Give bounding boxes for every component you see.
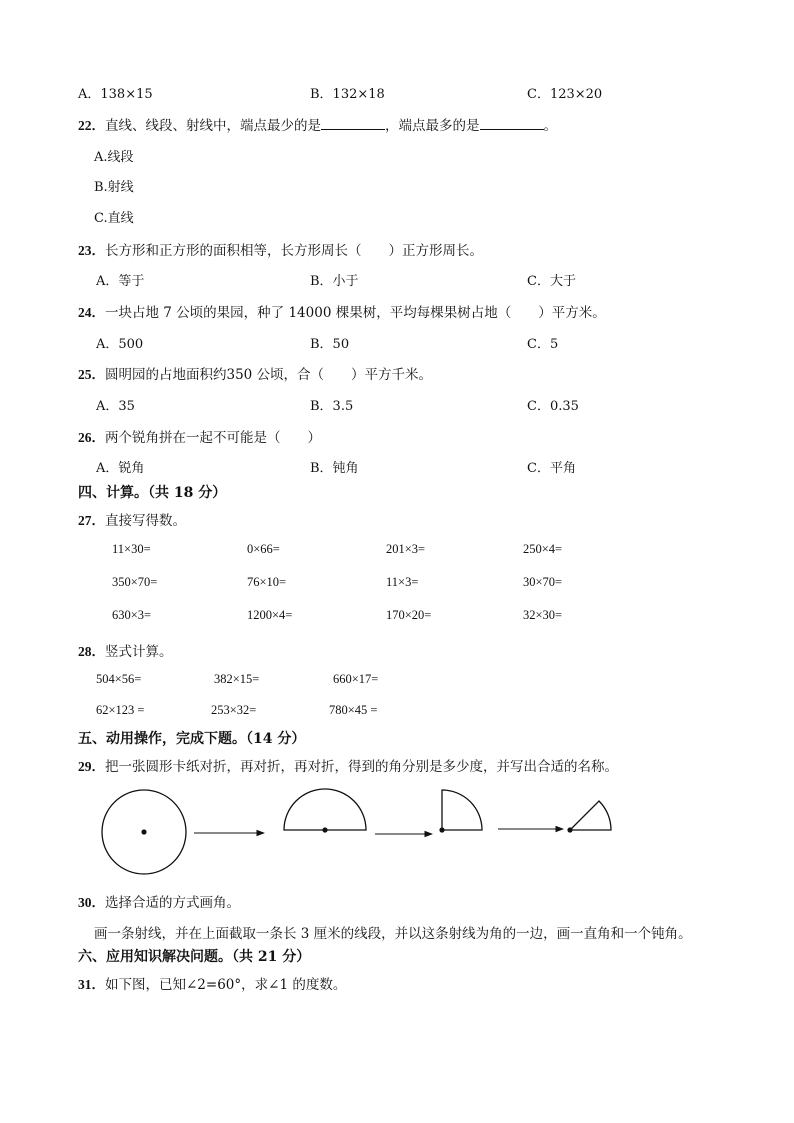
section-4-title: 四、计算。（共 18 分） — [78, 485, 227, 501]
q22-option-c: C.直线 — [94, 211, 134, 226]
q27-number: 27． — [78, 513, 105, 528]
q21-option-c: C．123×20 — [527, 87, 603, 102]
q22-text-c: 。 — [543, 118, 557, 134]
q31-stem — [78, 973, 346, 993]
q29-number: 29． — [78, 759, 105, 774]
q23-option-b: B．小于 — [310, 274, 359, 289]
q22-option-b: B.射线 — [94, 180, 134, 195]
eighth-circle-center-dot — [567, 827, 572, 832]
q21-option-a: A．138×15 — [78, 87, 153, 102]
q25-option-b: B．3.5 — [310, 399, 354, 414]
q31-number: 31． — [78, 977, 105, 992]
half-circle-center-dot — [322, 827, 327, 832]
quarter-circle-center-dot — [439, 827, 444, 832]
q28-item: 62×123 = — [96, 703, 145, 717]
q22-text-a: 直线、线段、射线中，端点最少的是 — [105, 118, 321, 134]
q22-text-b: ，端点最多的是 — [385, 118, 480, 134]
q28-text: 竖式计算。 — [105, 644, 173, 660]
q30-text: 选择合适的方式画角。 — [105, 895, 240, 911]
q31-text: 如下图，已知∠2=60°，求∠1 的度数。 — [105, 977, 347, 993]
q21-option-b: B．132×18 — [310, 87, 385, 102]
q26-number: 26． — [78, 430, 105, 445]
q28-item: 253×32= — [211, 703, 257, 717]
q25-option-c: C．0.35 — [527, 399, 579, 414]
q26-option-c: C．平角 — [527, 461, 576, 476]
q27-item: 30×70= — [523, 575, 563, 589]
q28-item: 504×56= — [96, 672, 142, 686]
q27-item: 76×10= — [247, 575, 287, 589]
q28-item: 660×17= — [333, 672, 379, 686]
q27-text: 直接写得数。 — [105, 513, 186, 529]
q27-item: 11×30= — [112, 542, 151, 556]
q25-text: 圆明园的占地面积约350 公顷，合（ ）平方千米。 — [105, 367, 433, 383]
q22-number: 22． — [78, 118, 105, 133]
q26-option-b: B．钝角 — [310, 461, 359, 476]
q24-number: 24． — [78, 305, 105, 320]
q26-text: 两个锐角拼在一起不可能是（ ） — [105, 430, 321, 446]
q25-option-a: A．35 — [96, 399, 135, 414]
q23-number: 23． — [78, 243, 105, 258]
q27-item: 0×66= — [247, 542, 280, 556]
quarter-circle — [442, 790, 482, 830]
q27-item: 11×3= — [386, 575, 419, 589]
q30-number: 30． — [78, 895, 105, 910]
q30-body: 画一条射线，并在上面截取一条长 3 厘米的线段，并以这条射线为角的一边，画一直角和一个钝角。 — [94, 926, 692, 942]
section-6-title: 六、应用知识解决问题。（共 21 分） — [78, 949, 311, 965]
section-5-title: 五、动用操作，完成下题。（14 分） — [78, 731, 306, 747]
q25-number: 25． — [78, 367, 105, 382]
q24-option-c: C．5 — [527, 337, 559, 352]
q24-option-a: A．500 — [96, 337, 144, 352]
q24-option-b: B．50 — [310, 337, 350, 352]
q23-option-c: C．大于 — [527, 274, 576, 289]
q27-item: 350×70= — [112, 575, 158, 589]
circle-center-dot — [141, 829, 146, 834]
q27-item: 1200×4= — [247, 608, 293, 622]
q23-text: 长方形和正方形的面积相等，长方形周长（ ）正方形周长。 — [105, 243, 483, 259]
q27-item: 630×3= — [112, 608, 152, 622]
q22-option-a: A.线段 — [94, 150, 134, 165]
q28-number: 28． — [78, 644, 105, 659]
q27-item: 201×3= — [386, 542, 426, 556]
q30-stem — [78, 891, 240, 911]
q28-item: 382×15= — [214, 672, 260, 686]
q27-item: 250×4= — [523, 542, 563, 556]
q28-item: 780×45 = — [329, 703, 378, 717]
q23-option-a: A．等于 — [96, 274, 145, 289]
q24-text: 一块占地 7 公顷的果园，种了 14000 棵果树，平均每棵果树占地（ ）平方米。 — [105, 305, 606, 321]
eighth-circle — [570, 801, 611, 830]
q27-item: 170×20= — [386, 608, 432, 622]
q27-item: 32×30= — [523, 608, 563, 622]
q29-text: 把一张圆形卡纸对折，再对折，再对折，得到的角分别是多少度，并写出合适的名称。 — [105, 759, 618, 775]
half-circle — [284, 789, 366, 830]
q26-option-a: A．锐角 — [96, 461, 145, 476]
